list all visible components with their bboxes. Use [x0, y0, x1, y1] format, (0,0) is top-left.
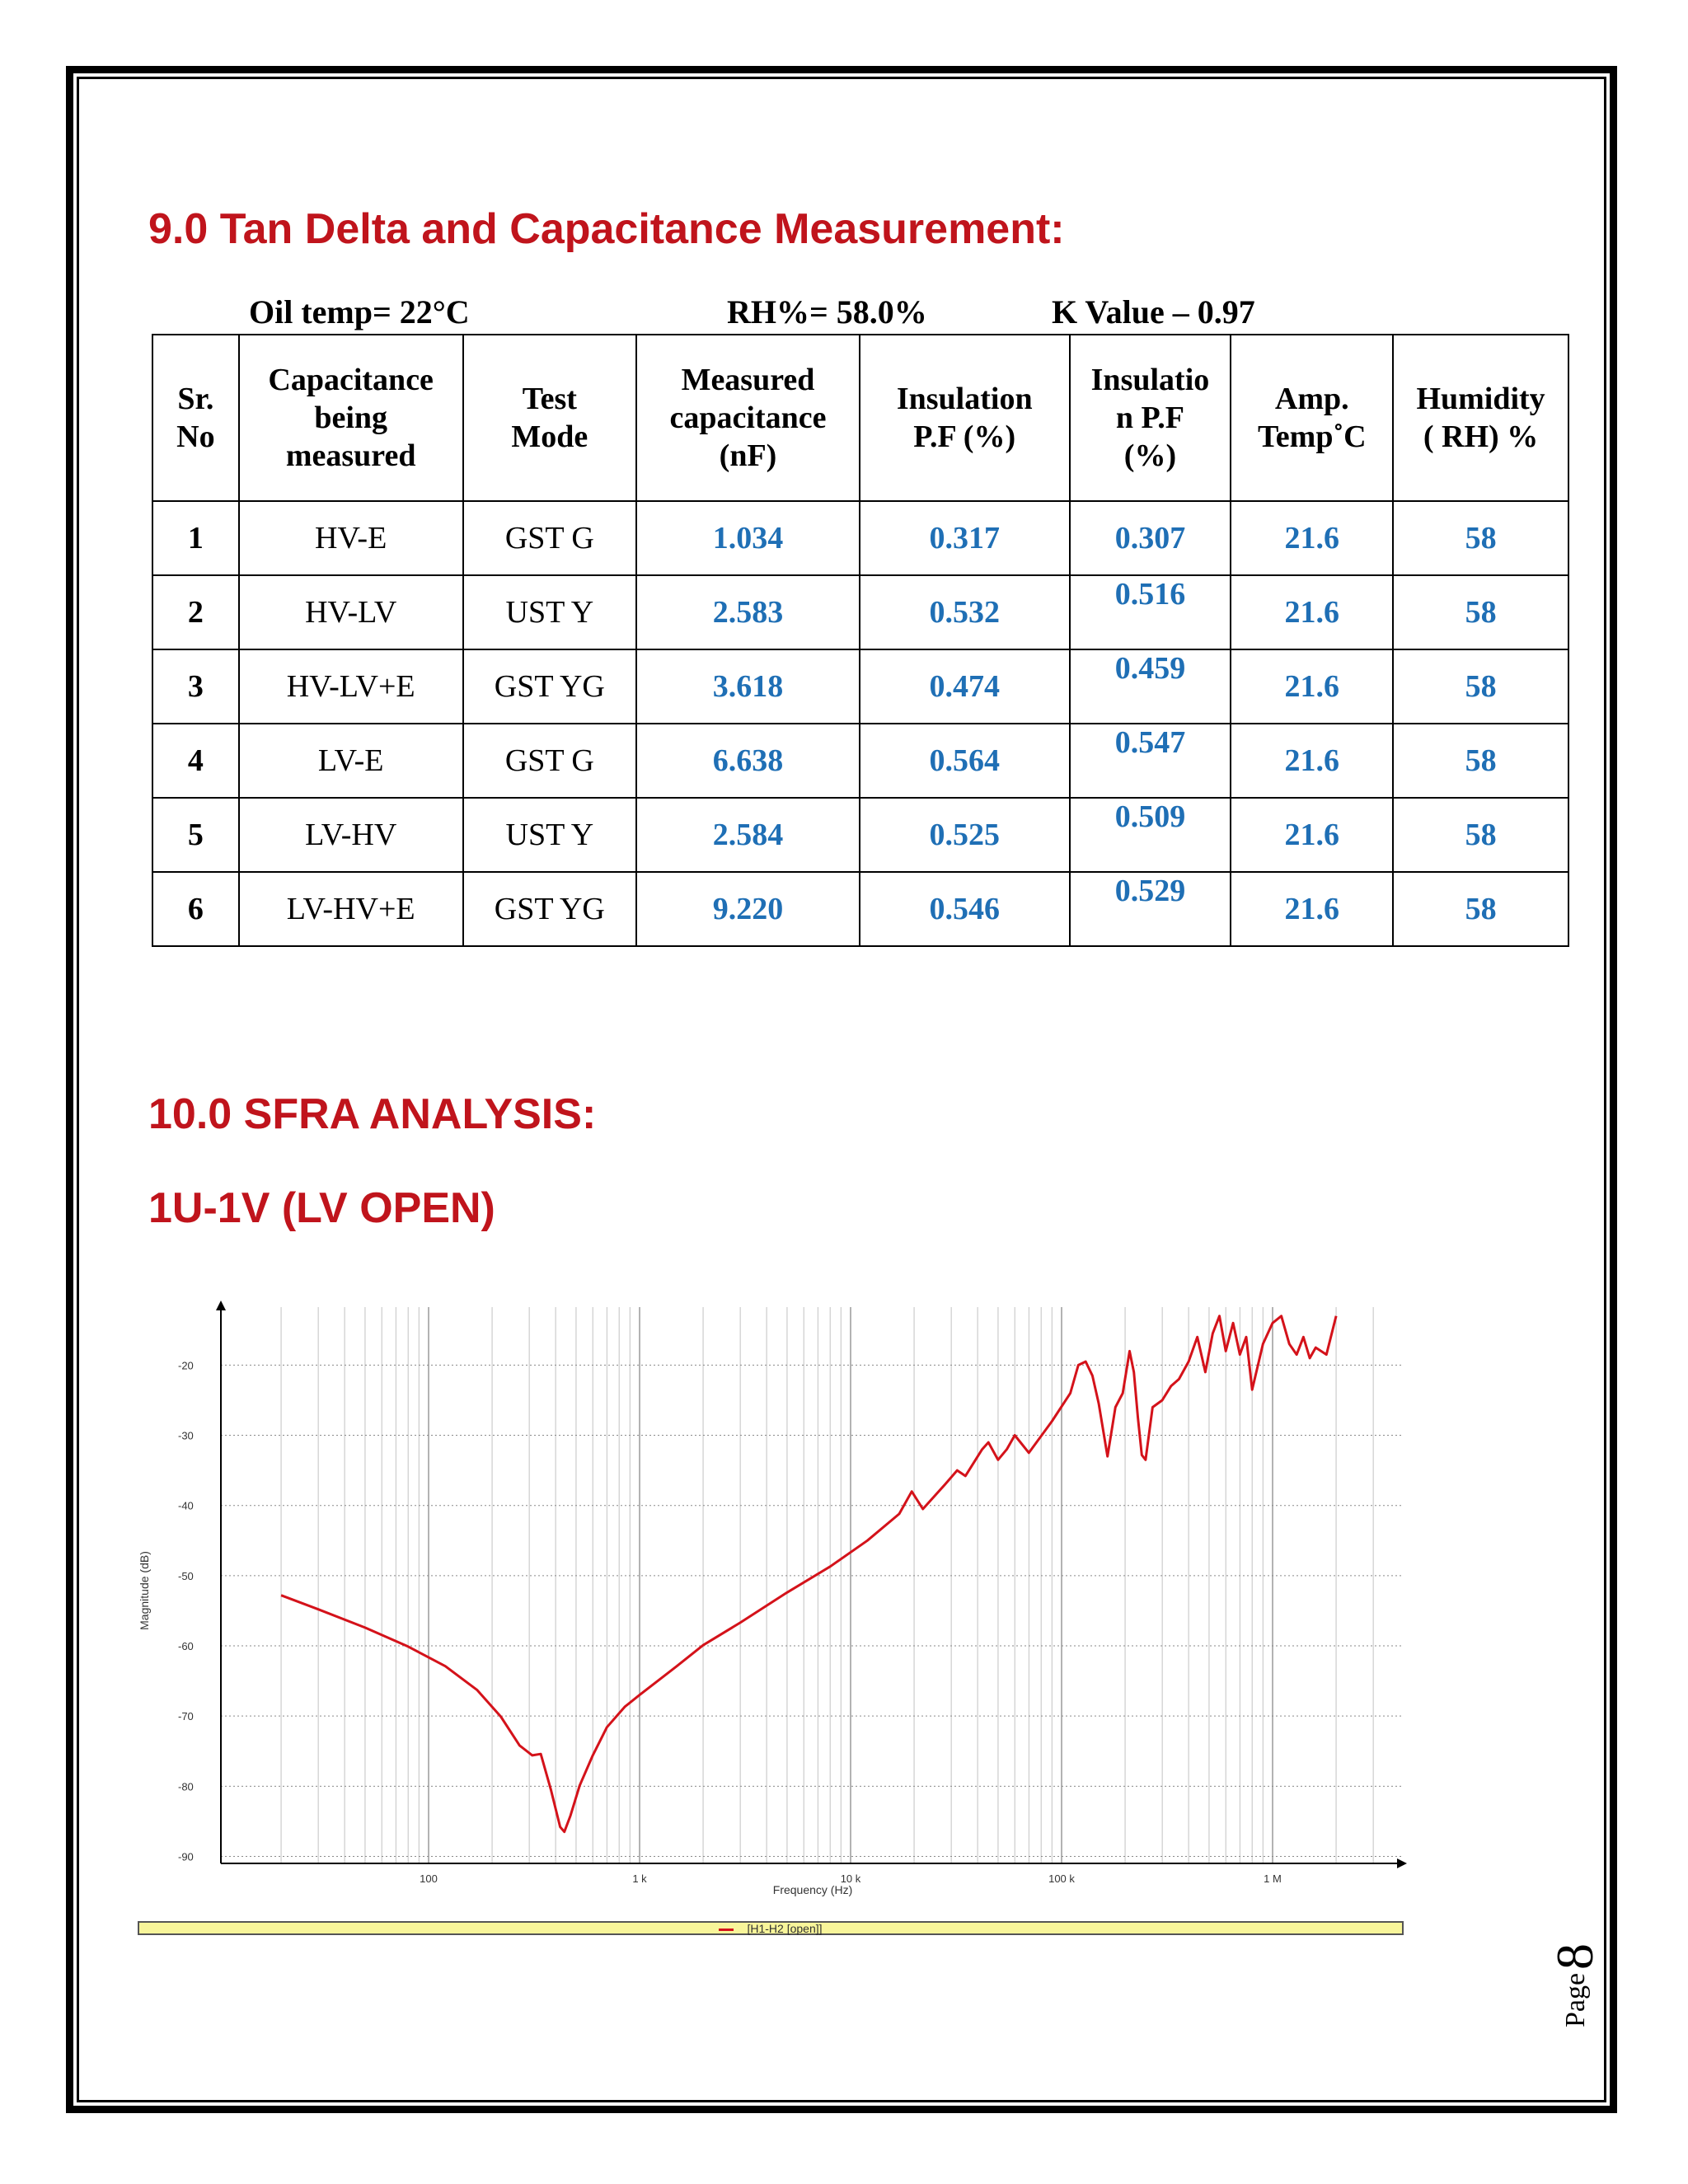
cell-capacitance: LV-HV — [239, 798, 463, 872]
oil-temp-label: Oil temp= 22°C — [249, 293, 470, 330]
header-amp-temp: Amp. Temp˚C — [1231, 335, 1393, 501]
table-row — [152, 649, 1568, 724]
table-row — [152, 575, 1568, 649]
cell-test-mode: GST YG — [463, 649, 637, 724]
cell-temp: 21.6 — [1231, 501, 1393, 575]
cell-measured: 6.638 — [636, 724, 860, 798]
cell-capacitance: HV-LV+E — [239, 649, 463, 724]
cell-measured: 9.220 — [636, 872, 860, 946]
cell-humidity: 58 — [1393, 501, 1568, 575]
section-10-subtitle: 1U-1V (LV OPEN) — [148, 1184, 495, 1232]
table-row — [152, 501, 1568, 575]
y-tick-label: -40 — [178, 1499, 194, 1512]
cell-measured: 1.034 — [636, 501, 860, 575]
cell-test-mode: UST Y — [463, 575, 637, 649]
cell-pf: 0.474 — [860, 649, 1070, 724]
cell-pf-corrected: 0.509 — [1070, 798, 1231, 872]
cell-humidity: 58 — [1393, 649, 1568, 724]
header-insulation-pf-corrected: Insulatio n P.F (%) — [1070, 335, 1231, 501]
cell-humidity: 58 — [1393, 872, 1568, 946]
y-tick-label: -80 — [178, 1780, 194, 1793]
y-tick-label: -60 — [178, 1640, 194, 1653]
chart-legend — [138, 1921, 1404, 1935]
cell-temp: 21.6 — [1231, 724, 1393, 798]
cell-test-mode: GST G — [463, 501, 637, 575]
y-axis-label: Magnitude (dB) — [138, 1551, 151, 1630]
table-row — [152, 798, 1568, 872]
cell-pf-corrected: 0.547 — [1070, 724, 1231, 798]
cell-test-mode: UST Y — [463, 798, 637, 872]
legend-swatch — [719, 1929, 734, 1931]
x-tick-label: 1 k — [632, 1872, 647, 1885]
y-tick-label: -70 — [178, 1710, 194, 1723]
cell-humidity: 58 — [1393, 798, 1568, 872]
cell-measured: 2.584 — [636, 798, 860, 872]
header-test-mode: Test Mode — [463, 335, 637, 501]
cell-measured: 2.583 — [636, 575, 860, 649]
rh-label: RH%= 58.0% — [727, 293, 927, 330]
y-tick-label: -20 — [178, 1359, 194, 1372]
table-row — [152, 872, 1568, 946]
header-measured-capacitance: Measured capacitance (nF) — [636, 335, 860, 501]
cell-capacitance: HV-LV — [239, 575, 463, 649]
x-tick-label: 10 k — [840, 1872, 861, 1885]
x-axis-label: Frequency (Hz) — [772, 1883, 853, 1896]
cell-sr: 4 — [152, 724, 239, 798]
header-humidity: Humidity ( RH) % — [1393, 335, 1568, 501]
sfra-chart — [124, 1244, 1409, 1945]
page-word: Page — [1560, 1972, 1591, 2027]
x-tick-label: 1 M — [1264, 1872, 1282, 1885]
cell-sr: 3 — [152, 649, 239, 724]
cell-humidity: 58 — [1393, 575, 1568, 649]
cell-pf: 0.525 — [860, 798, 1070, 872]
cell-temp: 21.6 — [1231, 575, 1393, 649]
cell-test-mode: GST G — [463, 724, 637, 798]
cell-pf: 0.564 — [860, 724, 1070, 798]
section-10-title: 10.0 SFRA ANALYSIS: — [148, 1090, 597, 1138]
cell-humidity: 58 — [1393, 724, 1568, 798]
cell-temp: 21.6 — [1231, 798, 1393, 872]
x-tick-label: 100 — [420, 1872, 438, 1885]
cell-pf: 0.532 — [860, 575, 1070, 649]
cell-pf-corrected: 0.307 — [1070, 501, 1231, 575]
sfra-chart-svg — [124, 1244, 1409, 1945]
cell-capacitance: LV-E — [239, 724, 463, 798]
page-number — [1545, 1924, 1604, 2032]
cell-temp: 21.6 — [1231, 649, 1393, 724]
cell-pf: 0.317 — [860, 501, 1070, 575]
cell-pf-corrected: 0.529 — [1070, 872, 1231, 946]
header-sr-no: Sr. No — [152, 335, 239, 501]
header-insulation-pf: Insulation P.F (%) — [860, 335, 1070, 501]
cell-sr: 1 — [152, 501, 239, 575]
cell-capacitance: LV-HV+E — [239, 872, 463, 946]
cell-measured: 3.618 — [636, 649, 860, 724]
header-capacitance-being-measured: Capacitance being measured — [239, 335, 463, 501]
cell-temp: 21.6 — [1231, 872, 1393, 946]
cell-sr: 2 — [152, 575, 239, 649]
y-tick-label: -30 — [178, 1429, 194, 1442]
cell-pf-corrected: 0.516 — [1070, 575, 1231, 649]
cell-sr: 5 — [152, 798, 239, 872]
tan-delta-table — [152, 334, 1569, 947]
cell-pf: 0.546 — [860, 872, 1070, 946]
k-value-label: K Value – 0.97 — [1052, 293, 1255, 330]
x-tick-label: 100 k — [1048, 1872, 1075, 1885]
table-header-row — [152, 335, 1568, 501]
y-tick-label: -90 — [178, 1850, 194, 1863]
legend-label: [H1-H2 [open]] — [747, 1922, 823, 1935]
cell-capacitance: HV-E — [239, 501, 463, 575]
cell-test-mode: GST YG — [463, 872, 637, 946]
y-tick-label: -50 — [178, 1569, 194, 1582]
cell-pf-corrected: 0.459 — [1070, 649, 1231, 724]
cell-sr: 6 — [152, 872, 239, 946]
page-number-value: 8 — [1545, 1943, 1604, 1970]
table-row — [152, 724, 1568, 798]
section-9-title: 9.0 Tan Delta and Capacitance Measurement: — [148, 205, 1065, 253]
